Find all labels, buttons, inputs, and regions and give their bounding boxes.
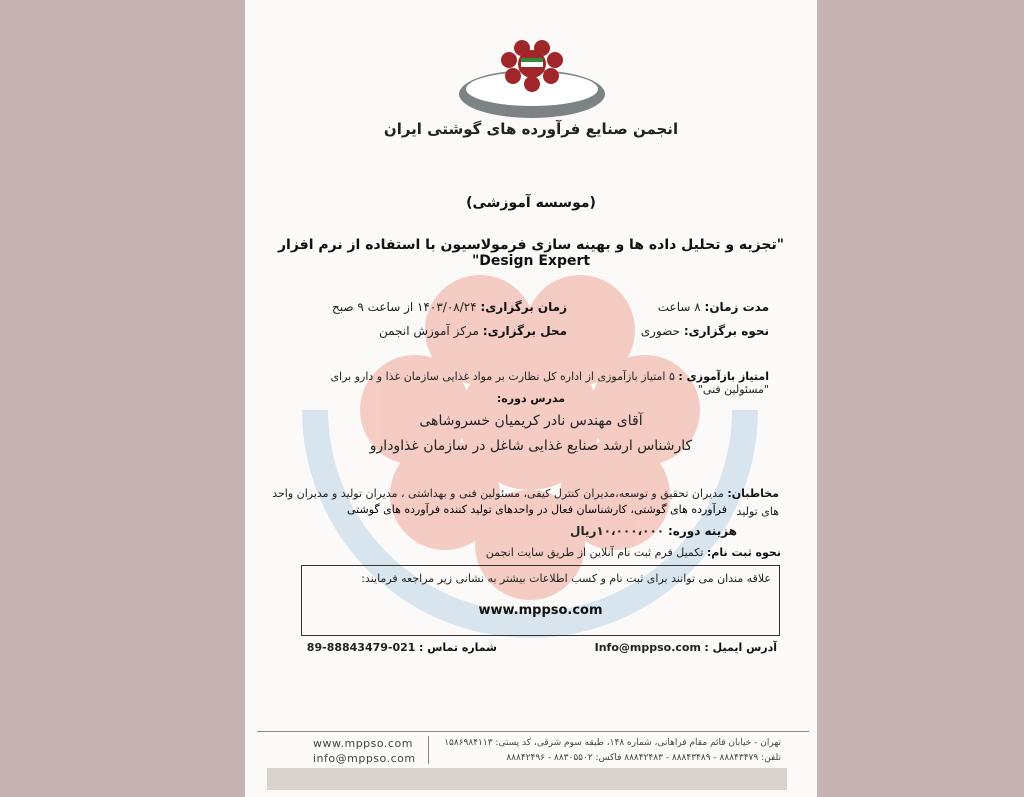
notice-box xyxy=(301,565,780,636)
audience-line2: فرآورده های گوشتی، کارشناسان فعال در واحدهای تولید کننده فرآورده های گوشتی xyxy=(347,503,727,516)
date-row xyxy=(327,300,567,314)
association-logo-icon xyxy=(457,38,607,120)
mode-label: نحوه برگزاری: xyxy=(683,324,769,338)
venue-value: مرکز آموزش انجمن xyxy=(379,324,479,338)
mode-value: حضوری xyxy=(640,324,680,338)
credit-value: ۵ امتیاز بازآموزی از اداره کل نظارت بر مواد غذایی سازمان غذا و دارو برای "مسئولین فنی" xyxy=(330,370,769,396)
footer-email[interactable]: info@mppso.com xyxy=(313,752,416,765)
date-label: زمان برگزاری: xyxy=(480,300,567,314)
fee-row xyxy=(337,524,737,538)
duration-label: مدت زمان: xyxy=(704,300,769,314)
email-row xyxy=(557,641,777,654)
registration-value: تکمیل فرم ثبت نام آنلاین از طریق سایت انجمن xyxy=(485,546,704,559)
instructor-name: آقای مهندس نادر کریمیان خسروشاهی xyxy=(419,413,643,429)
venue-label: محل برگزاری: xyxy=(482,324,567,338)
audience-label: مخاطبان: xyxy=(727,487,779,500)
duration-row xyxy=(579,300,769,314)
instructor-title: کارشناس ارشد صنایع غذایی شاغل در سازمان غذاودارو xyxy=(369,438,693,454)
footer-separator xyxy=(428,736,429,764)
footer-divider xyxy=(257,731,809,732)
course-title: "تجزیه و تحلیل داده ها و بهینه سازی فرمولاسیون با استفاده از نرم افزار Design Expert" xyxy=(277,237,785,269)
document-page xyxy=(245,0,817,797)
mode-row xyxy=(579,324,769,338)
notice-text: علاقه مندان می توانند برای ثبت نام و کسب اطلاعات بیشتر به نشانی زیر مراجعه فرمایند: xyxy=(361,572,771,585)
footer-decorative-stripe xyxy=(267,768,787,790)
footer-website[interactable]: www.mppso.com xyxy=(313,737,413,750)
notice-website-link[interactable]: www.mppso.com xyxy=(478,603,603,618)
duration-value: ۸ ساعت xyxy=(657,300,701,314)
registration-label: نحوه ثبت نام: xyxy=(706,546,781,559)
association-name: انجمن صنایع فرآورده های گوشتی ایران xyxy=(383,120,679,138)
institute-label: (موسسه آموزشی) xyxy=(466,195,596,211)
credit-label: امتیاز بازآموزی : xyxy=(678,370,769,383)
footer-address: تهران - خیابان قائم مقام فراهانی، شماره ۱۴۸، طبقه سوم شرقی، کد پستی: ۱۵۸۶۹۸۴۱۱۳ xyxy=(444,738,781,748)
date-value: ۱۴۰۳/۰۸/۲۴ از ساعت ۹ صبح xyxy=(331,300,477,314)
venue-row xyxy=(327,324,567,338)
registration-row xyxy=(301,546,781,559)
phone-label: شماره تماس : xyxy=(418,641,497,654)
fee-label: هزینه دوره: xyxy=(667,524,737,538)
audience-line1: مدیران تحقیق و توسعه،مدیران کنترل کیفی، مسئولین فنی و بهداشتی ، مدیران تولید و مدیران واحد های تولید xyxy=(272,487,779,518)
instructor-label: مدرس دوره: xyxy=(496,392,566,405)
phone-value: 021-88843479-89 xyxy=(306,641,416,654)
fee-value: ۱۰،۰۰۰،۰۰۰ریال xyxy=(570,524,665,538)
email-value[interactable]: Info@mppso.com xyxy=(594,641,701,654)
phone-row xyxy=(277,641,497,654)
email-label: آدرس ایمیل : xyxy=(704,641,777,654)
footer-phones: تلفن: ۸۸۸۴۳۴۷۹ - ۸۸۸۴۳۴۸۹ - ۸۸۸۴۲۴۸۳ فاکس: ۸۸۳۰۵۵۰۲ - ۸۸۸۴۲۴۹۶ xyxy=(506,753,781,763)
